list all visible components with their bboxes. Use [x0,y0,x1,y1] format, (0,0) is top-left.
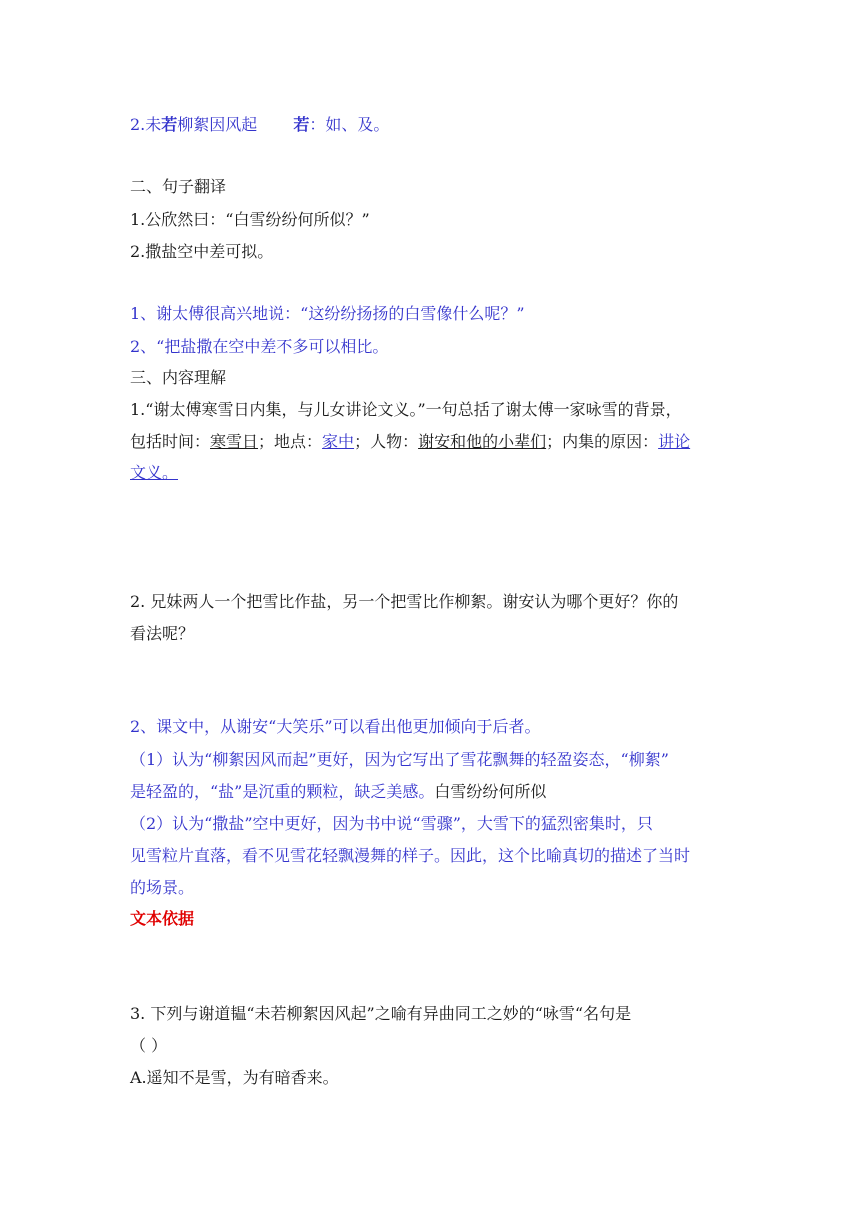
comprehension-q2-line2: 看法呢？ [130,624,195,643]
comprehension-q1-line2 [130,432,690,452]
q1-answer-people: 谢安和他的小辈们 [418,432,547,451]
section-heading-translation: 二、句子翻译 [130,177,227,196]
vocab-item-2 [130,115,389,135]
comprehension-a2-p2-line3: 的场景。 [130,878,195,897]
q1-answer-place: 家中 [322,432,355,451]
comprehension-a2-line1: 2、课文中，从谢安“大笑乐”可以看出他更加倾向于后者。 [130,717,541,736]
comprehension-a2-p1-line2 [130,782,546,802]
q1-label-people: ；人物： [354,432,419,451]
q1-answer-time: 寒雪日 [210,432,259,451]
q1-label-place: ；地点： [258,432,323,451]
comprehension-q3-line1: 3. 下列与谢道韫“未若柳絮因风起”之喻有异曲同工之妙的“咏雪“名句是 [130,1004,632,1023]
vocab-text-post: 柳絮因风起 [177,115,258,134]
q1-answer-reason-part2: 文义。 [130,463,179,482]
vocab-definition: ：如、及。 [309,115,390,134]
comprehension-q3-line2: （ ） [130,1036,168,1055]
q1-label-time: 包括时间： [130,432,211,451]
comprehension-q3-option-a: A.遥知不是雪，为有暗香来。 [130,1068,339,1087]
translation-question-2: 2.撒盐空中差可拟。 [130,242,274,261]
a2-p1-text: 是轻盈的，“盐”是沉重的颗粒，缺乏美感。 [130,782,435,801]
section-heading-comprehension: 三、内容理解 [130,368,227,387]
vocab-term: 若 [293,115,310,134]
q1-label-reason: ；内集的原因： [546,432,659,451]
q1-answer-reason-part1: 讲论 [658,432,691,451]
vocab-keyword: 若 [161,115,178,134]
comprehension-a2-p2-line1: （2）认为“撒盐”空中更好，因为书中说“雪骤”，大雪下的猛烈密集时，只 [130,814,653,833]
translation-answer-1: 1、谢太傅很高兴地说：“这纷纷扬扬的白雪像什么呢？” [130,304,525,323]
comprehension-a2-p1-line1: （1）认为“柳絮因风而起”更好，因为它写出了雪花飘舞的轻盈姿态，“柳絮” [130,750,669,769]
comprehension-a2-p2-line2: 见雪粒片直落，看不见雪花轻飘漫舞的样子。因此，这个比喻真切的描述了当时 [130,846,691,865]
comprehension-q2-line1: 2. 兄妹两人一个把雪比作盐，另一个把雪比作柳絮。谢安认为哪个更好？你的 [130,592,679,611]
translation-question-1: 1.公欣然曰：“白雪纷纷何所似？” [130,210,370,229]
comprehension-q1-line1: 1.“谢太傅寒雪日内集，与儿女讲论文义。”一句总括了谢太傅一家咏雪的背景， [130,400,682,419]
translation-answer-2: 2、“把盐撒在空中差不多可以相比。 [130,337,389,356]
a2-p1-tail: 白雪纷纷何所似 [434,782,547,801]
vocab-text-pre: 未 [145,115,162,134]
vocab-number: 2. [130,115,146,134]
text-evidence-label: 文本依据 [130,909,195,928]
